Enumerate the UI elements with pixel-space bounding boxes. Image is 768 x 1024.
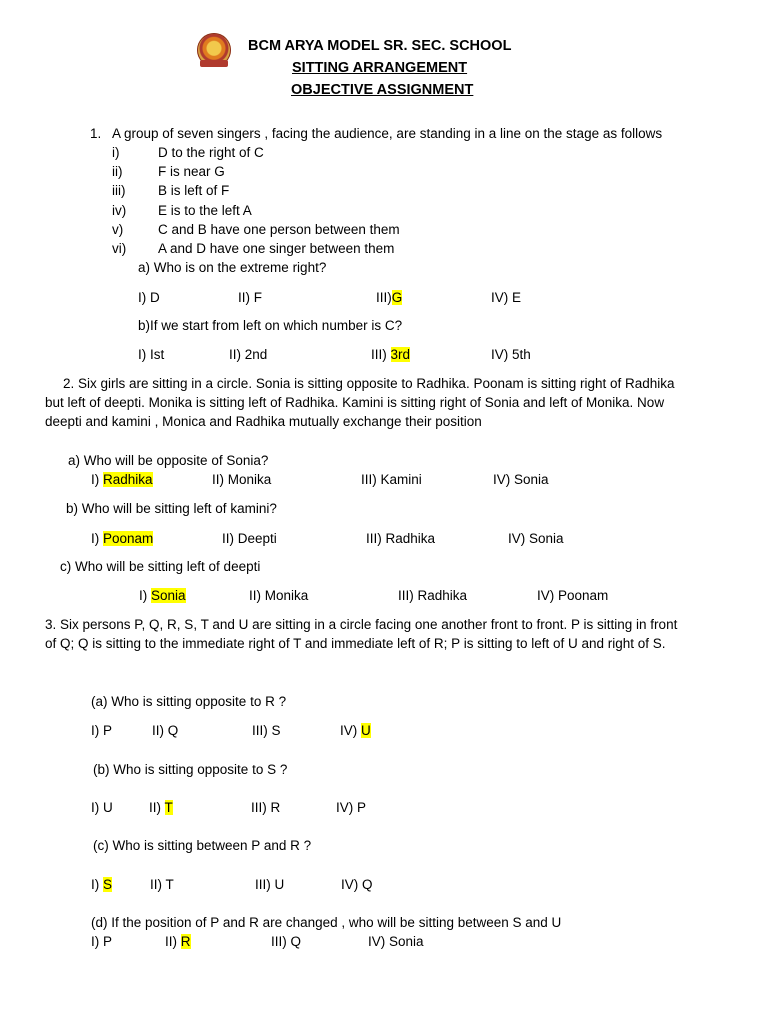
q3b-option-2: II) T	[149, 800, 173, 815]
q1b-option-2: II) 2nd	[229, 347, 268, 362]
q3-stem-line: 3. Six persons P, Q, R, S, T and U are sitting in a circle facing one another front to front. P is sitting in front	[45, 617, 678, 632]
title-objective-assignment: OBJECTIVE ASSIGNMENT	[291, 82, 474, 98]
q1-number: 1.	[90, 126, 102, 141]
q2c-option-3: III) Radhika	[398, 588, 468, 603]
q2b-question: b) Who will be sitting left of kamini?	[66, 501, 277, 516]
q1-clue-text: E is to the left A	[158, 203, 252, 218]
answer-highlight: Poonam	[103, 531, 154, 546]
answer-highlight: Radhika	[103, 472, 153, 487]
q3a-option-2: II) Q	[152, 723, 179, 738]
q1-clue-text: F is near G	[158, 164, 225, 179]
answer-highlight: T	[164, 800, 173, 815]
q3c-option-4: IV) Q	[341, 877, 373, 892]
q1-clue-text: A and D have one singer between them	[158, 241, 395, 256]
q3d-option-1: I) P	[91, 934, 113, 949]
q1-clue-num: ii)	[112, 164, 123, 179]
q1a-option-3: III)G	[376, 290, 403, 305]
q2a-option-3: III) Kamini	[361, 472, 422, 487]
q1b-question: b)If we start from left on which number is C?	[138, 318, 403, 333]
q1b-option-1: I) Ist	[138, 347, 165, 362]
answer-highlight: R	[180, 934, 191, 949]
q2b-option-1: I) Poonam	[91, 531, 154, 546]
q3b-option-4: IV) P	[336, 800, 367, 815]
q1a-option-2: II) F	[238, 290, 262, 305]
q1-clue-num: vi)	[112, 241, 127, 256]
answer-highlight: G	[391, 290, 403, 305]
q2a-option-2: II) Monika	[212, 472, 272, 487]
q3-stem-line: of Q; Q is sitting to the immediate right of T and immediate left of R; P is sitting to left of U and right of S.	[45, 636, 666, 651]
answer-highlight: 3rd	[390, 347, 411, 362]
q2a-option-4: IV) Sonia	[493, 472, 549, 487]
school-name: BCM ARYA MODEL SR. SEC. SCHOOL	[248, 38, 512, 54]
q3a-option-4: IV) U	[340, 723, 371, 738]
q3c-option-1: I) S	[91, 877, 113, 892]
q1a-option-1: I) D	[138, 290, 160, 305]
q2a-question: a) Who will be opposite of Sonia?	[68, 453, 269, 468]
q3d-option-4: IV) Sonia	[368, 934, 424, 949]
q3a-question: (a) Who is sitting opposite to R ?	[91, 694, 287, 709]
answer-highlight: Sonia	[151, 588, 186, 603]
q3d-option-3: III) Q	[271, 934, 301, 949]
q3d-question: (d) If the position of P and R are changed , who will be sitting between S and U	[91, 915, 562, 930]
q2b-option-2: II) Deepti	[222, 531, 277, 546]
q3a-option-1: I) P	[91, 723, 113, 738]
q2a-option-1: I) Radhika	[91, 472, 153, 487]
q3c-option-3: III) U	[255, 877, 285, 892]
school-logo-ribbon	[200, 60, 228, 67]
q1-clue-num: iii)	[112, 183, 126, 198]
q3c-question: (c) Who is sitting between P and R ?	[93, 838, 312, 853]
title-sitting-arrangement: SITTING ARRANGEMENT	[292, 60, 468, 76]
q1-clue-text: B is left of F	[158, 183, 230, 198]
q1-clue-text: D to the right of C	[158, 145, 264, 160]
q1-clue-num: v)	[112, 222, 124, 237]
answer-highlight: U	[361, 723, 371, 738]
q2c-option-1: I) Sonia	[139, 588, 186, 603]
q2b-option-3: III) Radhika	[366, 531, 436, 546]
q1b-option-4: IV) 5th	[491, 347, 531, 362]
answer-highlight: S	[103, 877, 113, 892]
q3d-option-2: II) R	[165, 934, 191, 949]
q2c-option-2: II) Monika	[249, 588, 309, 603]
q1-clue-text: C and B have one person between them	[158, 222, 400, 237]
q1-stem: A group of seven singers , facing the audience, are standing in a line on the stage as follows	[112, 126, 663, 141]
q2-stem-line: deepti and kamini , Monica and Radhika mutually exchange their position	[45, 414, 482, 429]
q1-clue-num: iv)	[112, 203, 127, 218]
q2b-option-4: IV) Sonia	[508, 531, 564, 546]
q3c-option-2: II) T	[150, 877, 174, 892]
q2c-question: c) Who will be sitting left of deepti	[60, 559, 261, 574]
q3b-option-1: I) U	[91, 800, 113, 815]
q3b-question: (b) Who is sitting opposite to S ?	[93, 762, 288, 777]
q1a-option-4: IV) E	[491, 290, 522, 305]
q2-stem-line: but left of deepti. Monika is sitting left of Radhika. Kamini is sitting right of Sonia and left of Monika. Now	[45, 395, 665, 410]
q1a-question: a) Who is on the extreme right?	[138, 260, 327, 275]
q1b-option-3: III) 3rd	[371, 347, 411, 362]
q2c-option-4: IV) Poonam	[537, 588, 609, 603]
q1-clue-num: i)	[112, 145, 120, 160]
q3b-option-3: III) R	[251, 800, 281, 815]
q2-stem-line: 2. Six girls are sitting in a circle. Sonia is sitting opposite to Radhika. Poonam is sitting right of Radhika	[63, 376, 675, 391]
q3a-option-3: III) S	[252, 723, 281, 738]
